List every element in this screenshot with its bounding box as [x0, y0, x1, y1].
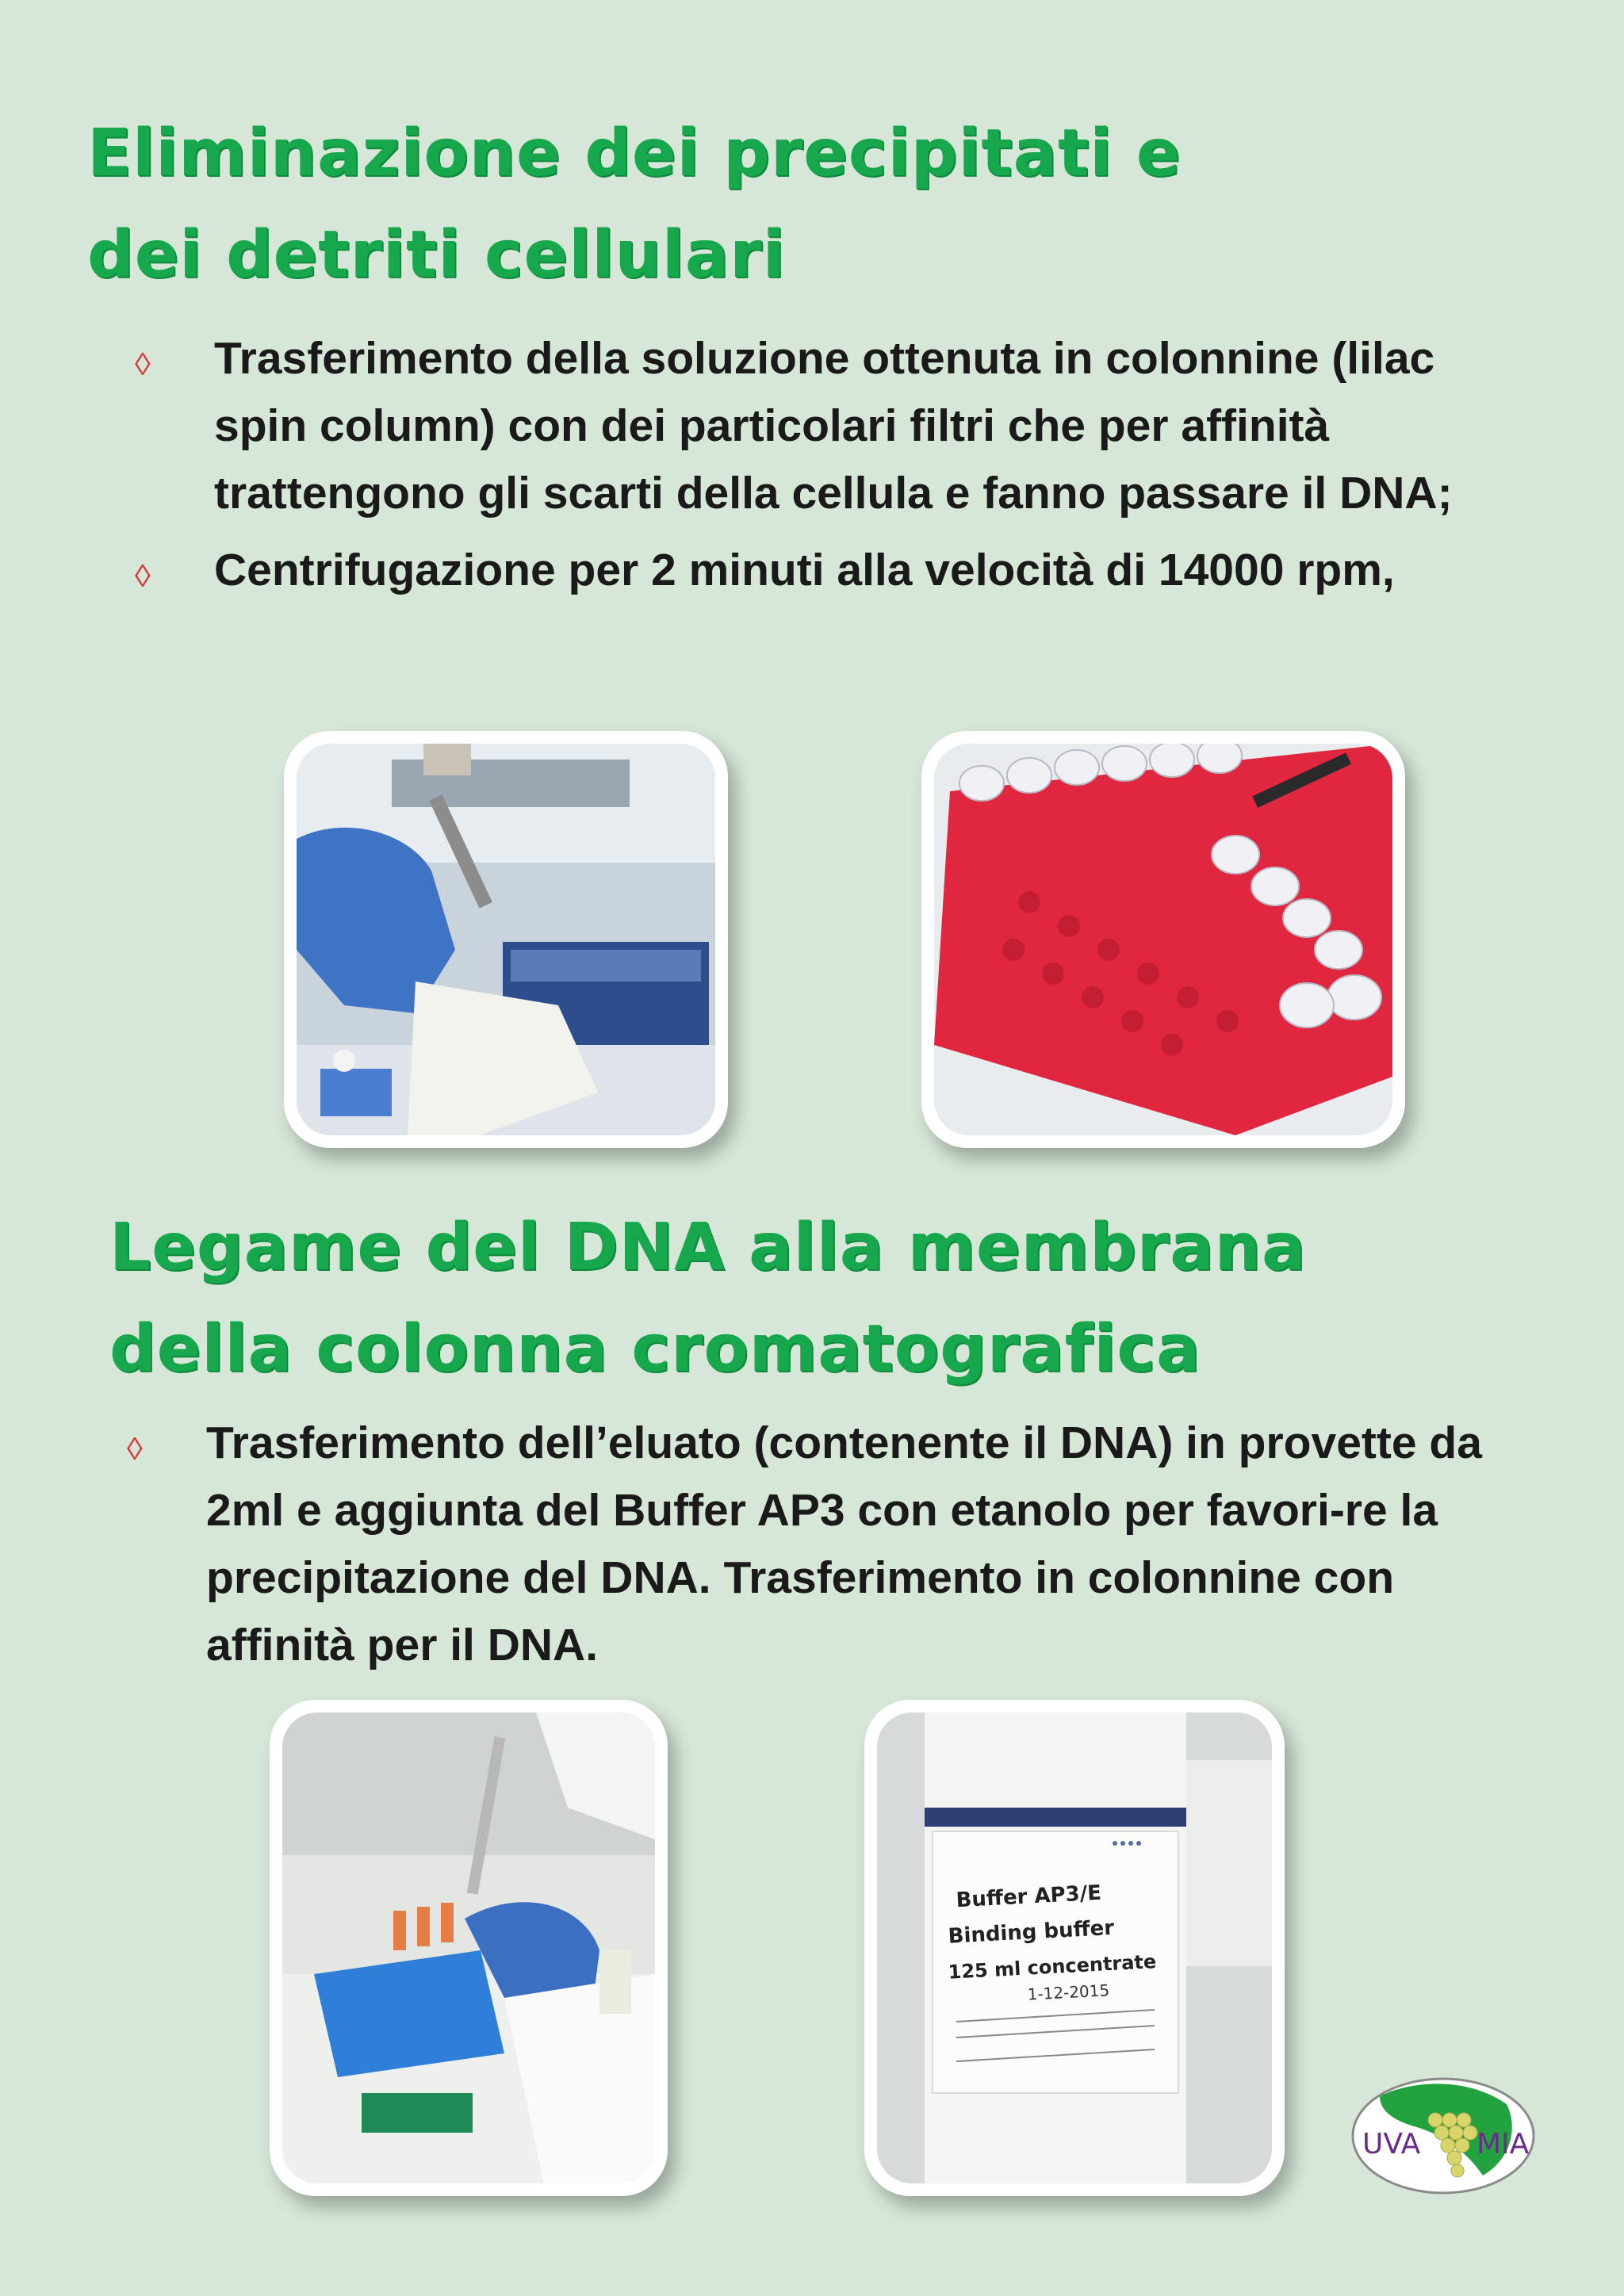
list-item	[87, 325, 1515, 527]
buffer-bottle-photo	[864, 1700, 1285, 2196]
uva-mia-logo	[1348, 2072, 1538, 2199]
buffer-bottle-image	[877, 1712, 1272, 2183]
section2-heading-line2: della colonna cromatografica	[109, 1311, 1201, 1387]
bullet-text: Trasferimento dell’eluato (contenente il DNA) in provette da 2ml e aggiunta del Buffer AP3 con etanolo per favori-re la precipitazione del DNA. Trasferimento in colonnine con affinità per il DNA.	[206, 1418, 1482, 1670]
section2-bullet-list	[79, 1410, 1530, 1689]
lab-pipetting-image	[297, 744, 715, 1135]
diamond-bullet-icon: ◊	[135, 559, 151, 594]
uva-mia-logo-mark	[1348, 2072, 1538, 2199]
section1-heading-line1: Eliminazione dei precipitati e	[87, 116, 1182, 191]
spin-columns-rack-photo	[921, 731, 1405, 1148]
section1-bullet-list	[87, 325, 1515, 614]
buffer-label-line1: Buffer AP3/E	[955, 1881, 1102, 1913]
diamond-bullet-icon: ◊	[135, 347, 151, 382]
list-item	[87, 537, 1515, 604]
bullet-text: Centrifugazione per 2 minuti alla velocità di 14000 rpm,	[214, 545, 1395, 595]
section1-heading	[87, 103, 1554, 306]
section2-heading-line1: Legame del DNA alla membrana	[109, 1210, 1307, 1285]
logo-text-right: MIA	[1477, 2128, 1530, 2160]
diamond-bullet-icon: ◊	[127, 1432, 143, 1467]
tube-rack-image	[282, 1712, 655, 2183]
bullet-text: Trasferimento della soluzione ottenuta in colonnine (lilac spin column) con dei particolari filtri che per affinità trattengono gli scarti della cellula e fanno passare il DNA;	[214, 333, 1453, 519]
spin-columns-image	[934, 744, 1392, 1135]
section2-heading	[109, 1197, 1600, 1400]
logo-text-left: UVA	[1362, 2128, 1421, 2160]
buffer-label-date: 1-12-2015	[1027, 1980, 1110, 2004]
lab-photo-pipetting	[284, 731, 728, 1148]
section1-heading-line2: dei detriti cellulari	[87, 217, 786, 293]
tube-rack-pipetting-photo	[270, 1700, 668, 2196]
list-item	[79, 1410, 1530, 1679]
buffer-label-line3: 125 ml concentrate	[947, 1950, 1157, 1984]
buffer-label-line2: Binding buffer	[947, 1915, 1115, 1949]
